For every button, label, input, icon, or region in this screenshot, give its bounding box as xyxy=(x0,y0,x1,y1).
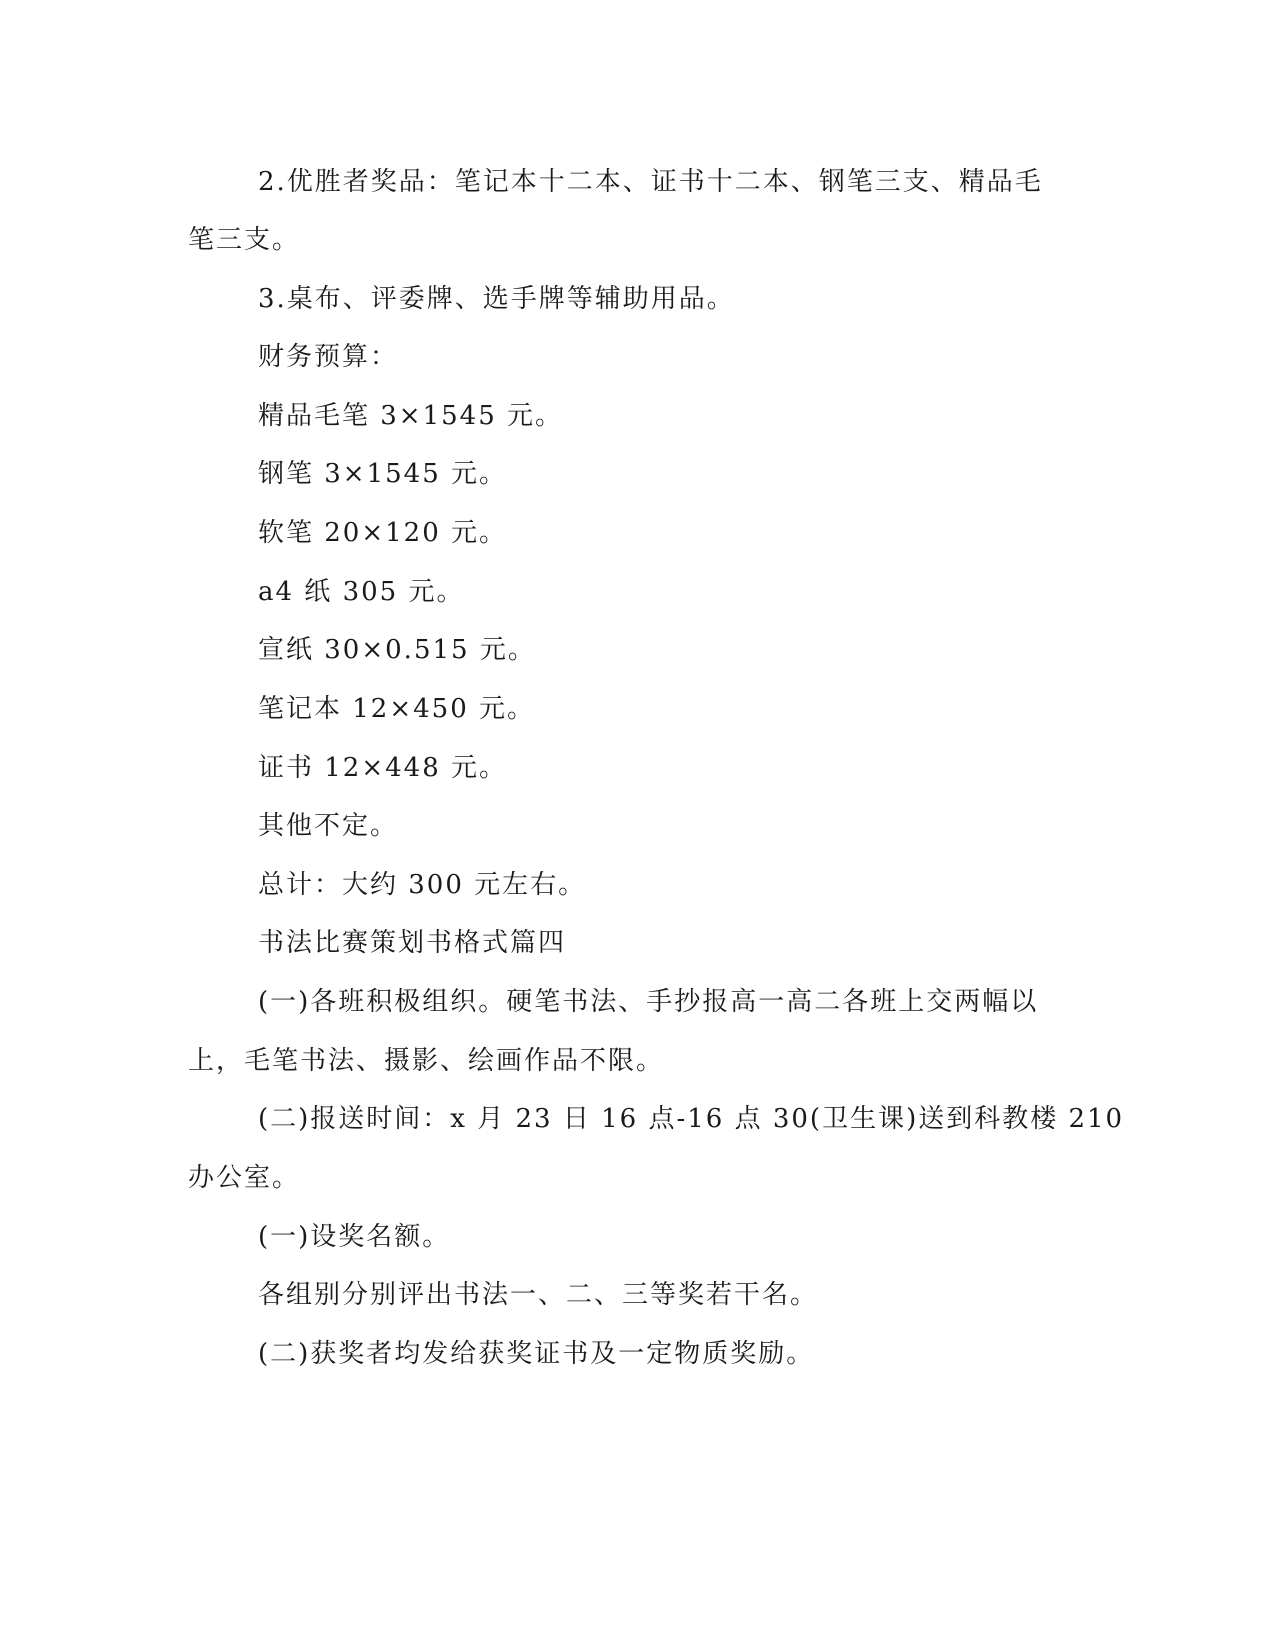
paragraph-award-quota: (一)设奖名额。 xyxy=(258,1222,451,1252)
budget-item-notebook: 笔记本 12×450 元。 xyxy=(258,694,536,724)
budget-total: 总计：大约 300 元左右。 xyxy=(258,870,587,900)
budget-item-brush: 精品毛笔 3×1545 元。 xyxy=(258,401,564,431)
paragraph-submission-line-2: 办公室。 xyxy=(188,1163,301,1193)
paragraph-prizes-line-1: 2.优胜者奖品：笔记本十二本、证书十二本、钢笔三支、精品毛 xyxy=(258,167,1043,197)
budget-heading: 财务预算： xyxy=(258,342,399,372)
paragraph-organize-line-1: (一)各班积极组织。硬笔书法、手抄报高一高二各班上交两幅以 xyxy=(258,987,1039,1017)
budget-item-pen: 钢笔 3×1545 元。 xyxy=(258,459,508,489)
paragraph-submission-line-1: (二)报送时间：x 月 23 日 16 点-16 点 30(卫生课)送到科教楼 210 xyxy=(258,1104,1125,1134)
budget-item-xuan-paper: 宣纸 30×0.515 元。 xyxy=(258,635,536,665)
paragraph-organize-line-2: 上，毛笔书法、摄影、绘画作品不限。 xyxy=(188,1046,665,1076)
budget-item-certificate: 证书 12×448 元。 xyxy=(258,753,508,783)
section-heading: 书法比赛策划书格式篇四 xyxy=(258,928,567,958)
paragraph-award-rewards: (二)获奖者均发给获奖证书及一定物质奖励。 xyxy=(258,1339,815,1369)
budget-item-soft-pen: 软笔 20×120 元。 xyxy=(258,518,508,548)
paragraph-award-levels: 各组别分别评出书法一、二、三等奖若干名。 xyxy=(258,1280,819,1310)
paragraph-supplies: 3.桌布、评委牌、选手牌等辅助用品。 xyxy=(258,284,735,314)
budget-item-a4-paper: a4 纸 305 元。 xyxy=(258,577,465,607)
budget-item-other: 其他不定。 xyxy=(258,811,399,841)
paragraph-prizes-line-2: 笔三支。 xyxy=(188,225,301,255)
